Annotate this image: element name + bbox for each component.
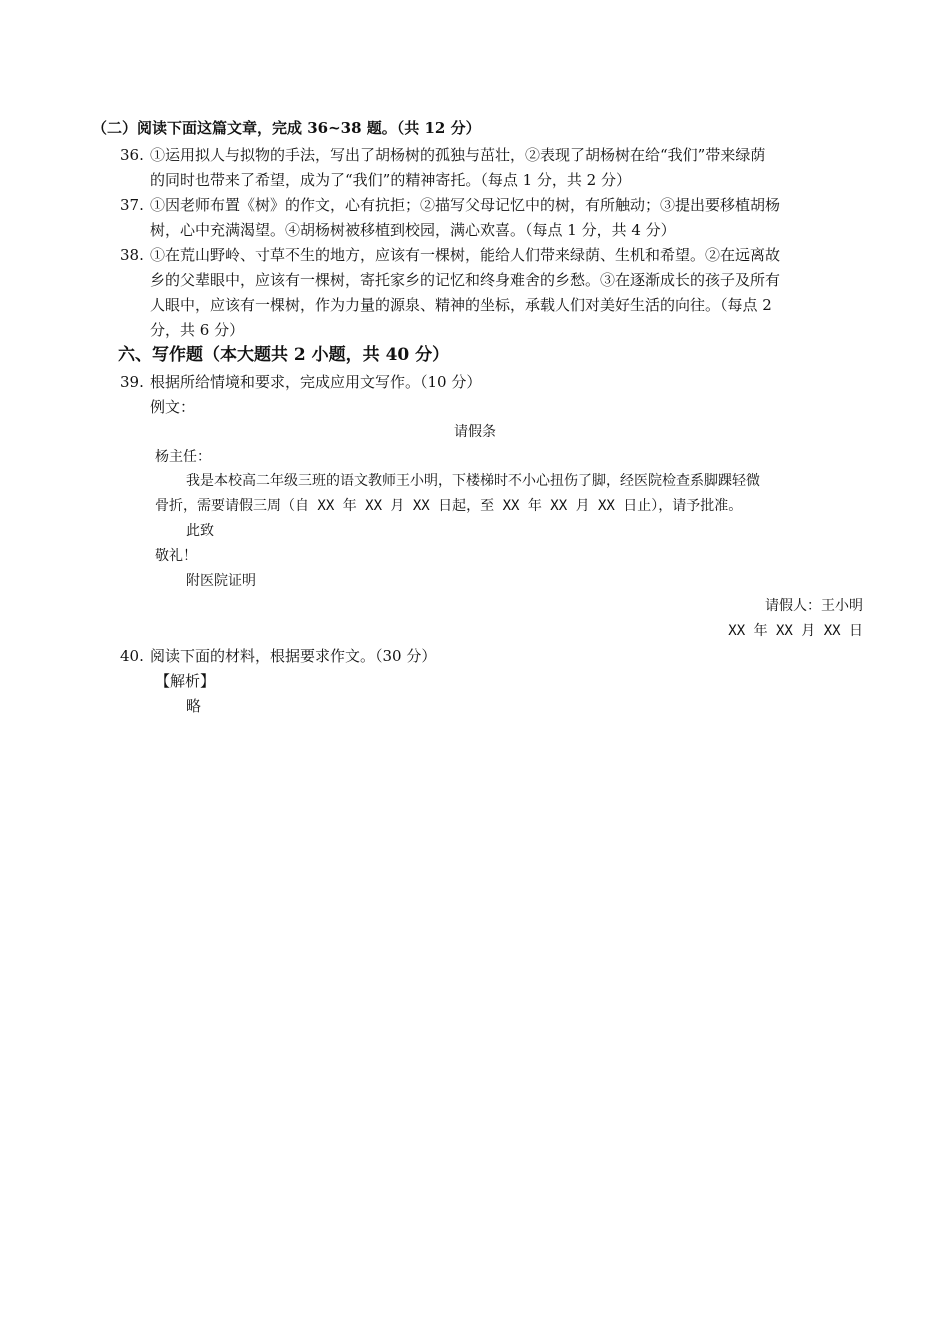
answer-text-line: 人眼中，应该有一棵树，作为力量的源泉、精神的坐标，承载人们对美好生活的向往。（每点 2: [150, 296, 772, 314]
section6-heading: 六、写作题（本大题共 2 小题，共 40 分）: [118, 345, 450, 365]
analysis-text: 略: [186, 697, 202, 715]
letter-signature: 请假人：王小明: [765, 598, 863, 614]
answer-text-line: 乡的父辈眼中，应该有一棵树，寄托家乡的记忆和终身难舍的乡愁。③在逐渐成长的孩子及所有: [150, 271, 781, 289]
analysis-label: 【解析】: [155, 672, 216, 690]
answer-text-line: ①因老师布置《树》的作文，心有抗拒；②描写父母记忆中的树，有所触动；③提出要移植胡杨: [150, 196, 781, 214]
question-number: 40.: [120, 647, 144, 665]
question-number: 38.: [120, 246, 144, 264]
letter-body-line: 骨折，需要请假三周（自 XX 年 XX 月 XX 日起，至 XX 年 XX 月 XX 日止），请予批准。: [155, 498, 743, 514]
letter-attachment: 附医院证明: [186, 573, 256, 589]
question-text: 根据所给情境和要求，完成应用文写作。（10 分）: [150, 373, 482, 391]
answer-text-line: ①在荒山野岭、寸草不生的地方，应该有一棵树，能给人们带来绿荫、生机和希望。②在远离故: [150, 246, 781, 264]
letter-title: 请假条: [454, 424, 496, 440]
answer-text-line: ①运用拟人与拟物的手法，写出了胡杨树的孤独与茁壮，②表现了胡杨树在给“我们”带来绿荫: [150, 146, 766, 164]
question-number: 37.: [120, 196, 144, 214]
letter-date: XX 年 XX 月 XX 日: [728, 623, 863, 639]
question-number: 39.: [120, 373, 144, 391]
answer-text-line: 分，共 6 分）: [150, 321, 245, 339]
question-number: 36.: [120, 146, 144, 164]
letter-body-line: 我是本校高二年级三班的语文教师王小明，下楼梯时不小心扭伤了脚，经医院检查系脚踝轻微: [186, 473, 760, 489]
example-label: 例文：: [150, 398, 196, 416]
answer-text-line: 的同时也带来了希望，成为了“我们”的精神寄托。（每点 1 分，共 2 分）: [150, 171, 631, 189]
answer-text-line: 树，心中充满渴望。④胡杨树被移植到校园，满心欢喜。（每点 1 分，共 4 分）: [150, 221, 676, 239]
part2-heading: （二）阅读下面这篇文章，完成 36~38 题。（共 12 分）: [92, 119, 481, 137]
letter-closing-salute: 敬礼！: [155, 548, 197, 564]
letter-salutation: 杨主任：: [155, 449, 211, 465]
question-text: 阅读下面的材料，根据要求作文。（30 分）: [150, 647, 437, 665]
letter-closing: 此致: [186, 523, 214, 539]
